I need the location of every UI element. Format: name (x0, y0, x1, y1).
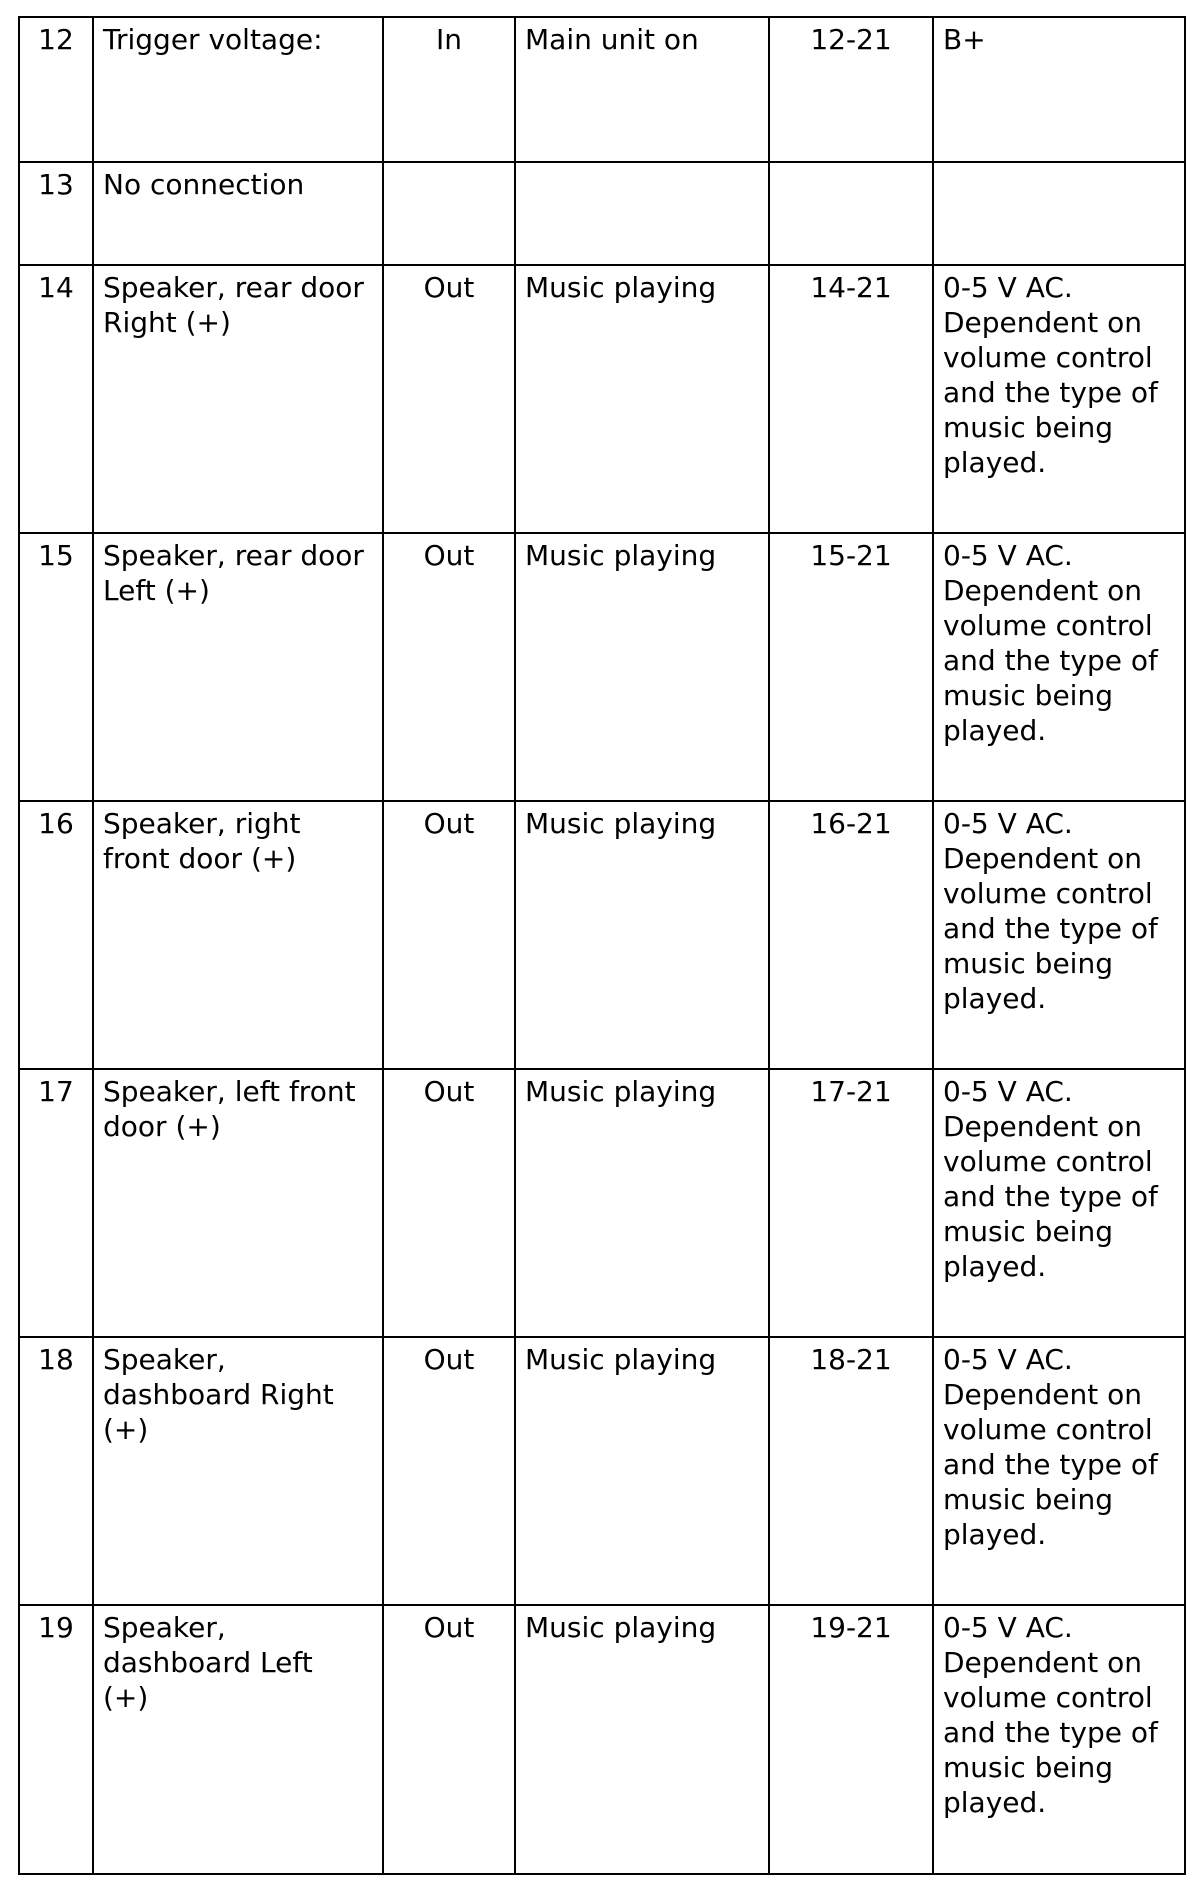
condition-cell: Music playing (515, 265, 769, 533)
table-row (19, 801, 1185, 1069)
pin-number-cell: 15 (19, 533, 93, 801)
pin-number-cell: 18 (19, 1337, 93, 1605)
table-row (19, 1069, 1185, 1337)
table-row (19, 1605, 1185, 1874)
description-cell: Speaker, dashboard Left (+) (93, 1605, 383, 1874)
measure-points-cell: 16-21 (769, 801, 933, 1069)
description-cell: Speaker, rear door Left (+) (93, 533, 383, 801)
description-cell: Speaker, dashboard Right (+) (93, 1337, 383, 1605)
table-row (19, 162, 1185, 265)
condition-cell (515, 162, 769, 265)
pin-number-cell: 13 (19, 162, 93, 265)
condition-cell: Music playing (515, 801, 769, 1069)
measure-points-cell: 18-21 (769, 1337, 933, 1605)
measure-points-cell (769, 162, 933, 265)
description-cell: No connection (93, 162, 383, 265)
direction-cell: Out (383, 1337, 515, 1605)
measure-points-cell: 15-21 (769, 533, 933, 801)
pin-number-cell: 16 (19, 801, 93, 1069)
direction-cell: Out (383, 801, 515, 1069)
measure-points-cell: 19-21 (769, 1605, 933, 1874)
direction-cell (383, 162, 515, 265)
condition-cell: Music playing (515, 1337, 769, 1605)
direction-cell: Out (383, 265, 515, 533)
value-cell: 0-5 V AC. Dependent on volume control and the type of music being played. (933, 1069, 1185, 1337)
description-cell: Speaker, left front door (+) (93, 1069, 383, 1337)
pin-number-cell: 19 (19, 1605, 93, 1874)
condition-cell: Main unit on (515, 17, 769, 162)
direction-cell: In (383, 17, 515, 162)
measure-points-cell: 12-21 (769, 17, 933, 162)
value-cell: 0-5 V AC. Dependent on volume control and the type of music being played. (933, 265, 1185, 533)
value-cell: 0-5 V AC. Dependent on volume control and the type of music being played. (933, 1337, 1185, 1605)
pin-number-cell: 17 (19, 1069, 93, 1337)
table-row (19, 1337, 1185, 1605)
direction-cell: Out (383, 1069, 515, 1337)
direction-cell: Out (383, 533, 515, 801)
value-cell: 0-5 V AC. Dependent on volume control and the type of music being played. (933, 1605, 1185, 1874)
condition-cell: Music playing (515, 1605, 769, 1874)
pin-number-cell: 14 (19, 265, 93, 533)
pin-number-cell: 12 (19, 17, 93, 162)
value-cell: 0-5 V AC. Dependent on volume control and the type of music being played. (933, 801, 1185, 1069)
value-cell: 0-5 V AC. Dependent on volume control and the type of music being played. (933, 533, 1185, 801)
table-row (19, 533, 1185, 801)
pin-connector-table (18, 16, 1186, 1875)
measure-points-cell: 14-21 (769, 265, 933, 533)
condition-cell: Music playing (515, 1069, 769, 1337)
description-cell: Speaker, right front door (+) (93, 801, 383, 1069)
table-row (19, 265, 1185, 533)
value-cell (933, 162, 1185, 265)
table-row (19, 17, 1185, 162)
value-cell: B+ (933, 17, 1185, 162)
description-cell: Trigger voltage: (93, 17, 383, 162)
measure-points-cell: 17-21 (769, 1069, 933, 1337)
condition-cell: Music playing (515, 533, 769, 801)
description-cell: Speaker, rear door Right (+) (93, 265, 383, 533)
direction-cell: Out (383, 1605, 515, 1874)
